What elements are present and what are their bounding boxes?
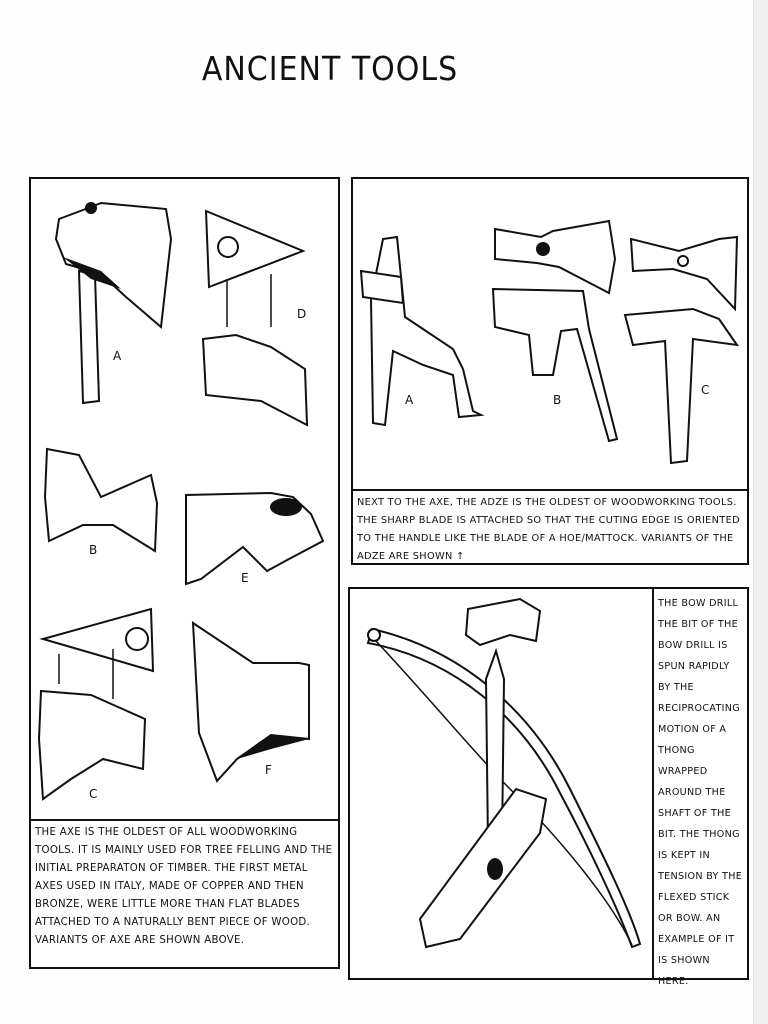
adze-label-c: C xyxy=(701,383,710,397)
adze-label-b: B xyxy=(553,393,562,407)
adze-a-drawing xyxy=(361,237,481,425)
adze-c-drawing xyxy=(625,237,737,463)
adze-caption: NEXT TO THE AXE, THE ADZE IS THE OLDEST OF WOODWORKING TOOLS. THE SHARP BLADE IS ATTACHED SO THAT THE CUTING EDGE IS ORIENTED TO THE HANDLE LIKE THE BLADE OF A HOE/MATTOCK. VARIANTS OF THE ADZE ARE SHOWN ↑ xyxy=(353,489,747,563)
bow-drill-panel xyxy=(348,587,749,987)
axe-a-drawing xyxy=(56,202,171,403)
axe-label-c: C xyxy=(89,787,98,801)
axe-d-drawing xyxy=(203,211,307,425)
page-edge xyxy=(753,0,768,1024)
axe-caption: THE AXE IS THE OLDEST OF ALL WOODWORKING TOOLS. IT IS MAINLY USED FOR TREE FELLING AND THE INITIAL PREPARATON OF TIMBER. THE FIRST METAL AXES USED IN ITALY, MADE OF COPPER AND THEN BRONZE, WERE LITTLE MORE THAN FLAT BLADES ATTACHED TO A NATURALLY BENT PIECE OF WOOD. VARIANTS OF AXE ARE SHOWN ABOVE. xyxy=(31,819,338,967)
axe-label-f: F xyxy=(265,763,273,777)
axe-label-d: D xyxy=(297,307,307,321)
axe-c-drawing xyxy=(39,609,153,799)
adze-panel xyxy=(351,177,749,565)
axe-label-e: E xyxy=(241,571,249,585)
axe-label-a: A xyxy=(113,349,122,363)
axe-f-drawing xyxy=(193,623,309,781)
axe-illustrations xyxy=(31,179,338,819)
axe-label-b: B xyxy=(89,543,98,557)
axe-b-drawing xyxy=(45,449,157,551)
bow-drill-caption: THE BOW DRILL THE BIT OF THE BOW DRILL IS SPUN RAPIDLY BY THE RECIPROCATING MOTION OF A THONG WRAPPED AROUND THE SHAFT OF THE BIT. THE THONG IS KEPT IN TENSION BY THE FLEXED STICK OR BOW. AN EXAMPLE OF IT IS SHOWN HERE. xyxy=(652,589,747,978)
bow-drill-illustration xyxy=(350,589,652,978)
page-title: ANCIENT TOOLS xyxy=(201,50,459,89)
adze-label-a: A xyxy=(405,393,414,407)
axe-e-drawing xyxy=(186,493,323,584)
adze-illustrations xyxy=(353,179,747,489)
axe-panel xyxy=(29,177,340,969)
